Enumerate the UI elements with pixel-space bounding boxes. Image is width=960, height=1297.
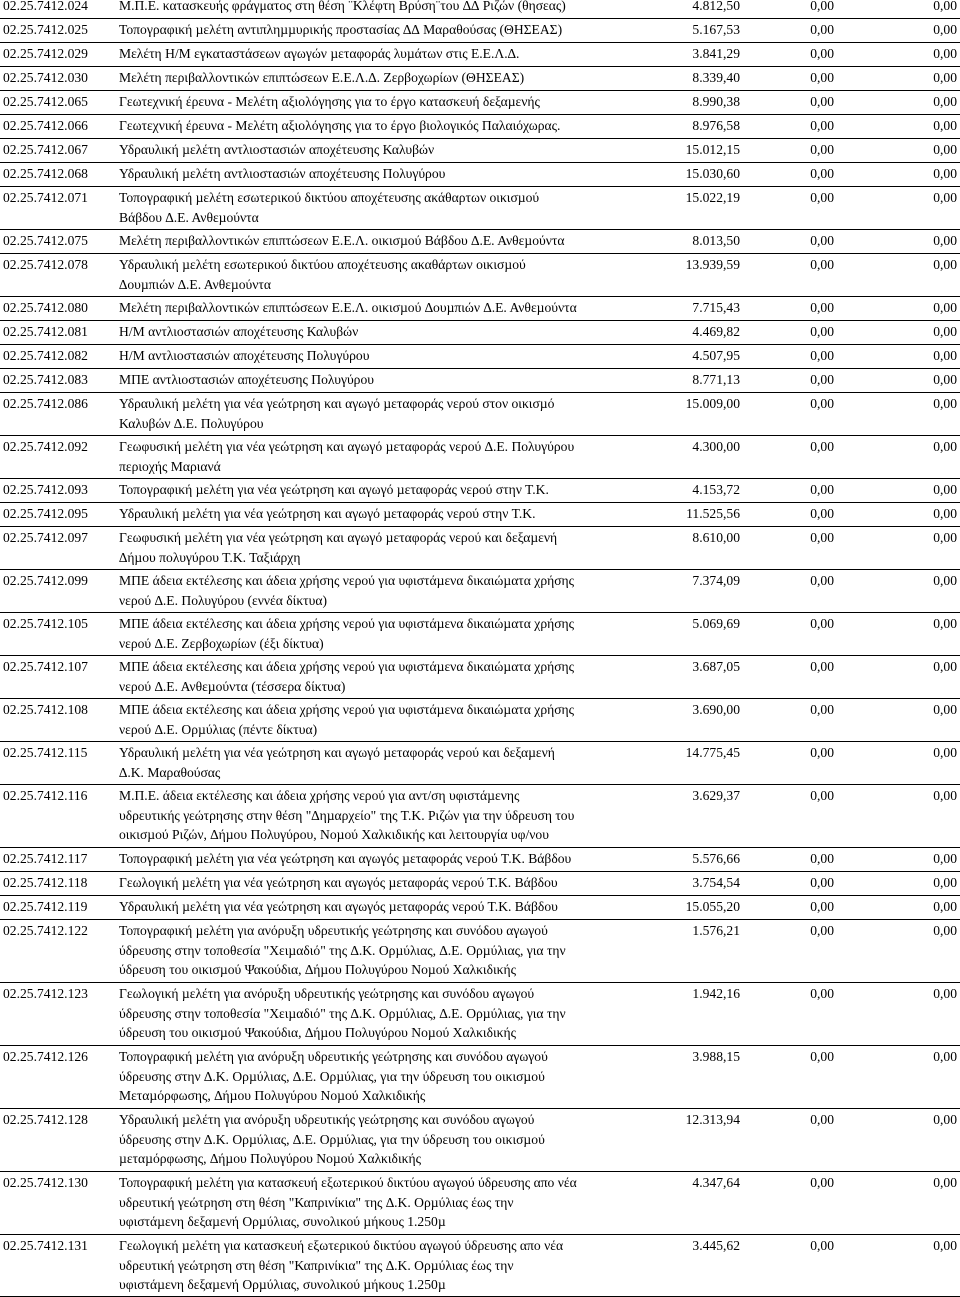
amount-value: 8.013,50 bbox=[692, 233, 740, 248]
description-line: ύδρευσης στην τοποθεσία "Χειµαδιό" της ∆.Κ. Ορµύλιας, ∆.Ε. Ορµύλιας, για την bbox=[119, 942, 566, 958]
amount-value: 8.990,38 bbox=[692, 94, 740, 109]
table-row bbox=[0, 741, 960, 784]
description-line: υφιστάµενη δεξαµενή Ορµύλιας, συνολικού µήκους 1.250µ bbox=[119, 1277, 446, 1293]
item-description bbox=[119, 255, 659, 294]
account-code: 02.25.7412.128 bbox=[3, 1112, 88, 1127]
description-line: Γεωτεχνική έρευνα - Μελέτη αξιολόγησης για το έργο βιολογικός Παλαιόχωρας. bbox=[119, 118, 561, 133]
account-code: 02.25.7412.065 bbox=[3, 94, 88, 109]
table-row bbox=[0, 229, 960, 253]
description-line: ∆.Κ. Μαραθούσας bbox=[119, 764, 221, 780]
description-line: Μελέτη περιβαλλοντικών επιπτώσεων Ε.Ε.Λ.∆. Ζερβοχωρίων (ΘΗΣΕΑΣ) bbox=[119, 70, 525, 85]
amount-value: 3.988,15 bbox=[692, 1049, 740, 1064]
value-column-3: 0,00 bbox=[933, 190, 957, 205]
value-column-2: 0,00 bbox=[810, 257, 834, 272]
description-line: Τοπογραφική µελέτη για νέα γεώτρηση και αγωγός µεταφοράς νερού Τ.Κ. Βάβδου bbox=[119, 851, 572, 866]
item-description bbox=[119, 1047, 659, 1106]
value-column-3: 0,00 bbox=[933, 439, 957, 454]
account-code: 02.25.7412.118 bbox=[3, 875, 88, 890]
description-line: υφιστάµενη δεξαµενή Ορµύλιας, συνολικού µήκους 1.250µ bbox=[119, 1214, 446, 1230]
amount-value: 3.629,37 bbox=[692, 788, 740, 803]
value-column-3: 0,00 bbox=[933, 745, 957, 760]
value-column-2: 0,00 bbox=[810, 1238, 834, 1253]
account-code: 02.25.7412.108 bbox=[3, 702, 88, 717]
account-code: 02.25.7412.082 bbox=[3, 348, 88, 363]
item-description bbox=[119, 984, 659, 1043]
description-line: Μελέτη περιβαλλοντικών επιπτώσεων Ε.Ε.Λ. οικισµού ∆ουµπιών ∆.Ε. Ανθεµούντα bbox=[119, 300, 577, 315]
item-description bbox=[119, 873, 659, 893]
value-column-3: 0,00 bbox=[933, 616, 957, 631]
item-description bbox=[119, 921, 659, 980]
item-description bbox=[119, 504, 659, 524]
account-code: 02.25.7412.131 bbox=[3, 1238, 88, 1253]
amount-value: 13.939,59 bbox=[685, 257, 740, 272]
item-description bbox=[119, 346, 659, 366]
table-row bbox=[0, 392, 960, 435]
description-line: Γεωλογική µελέτη για κατασκευή εξωτερικού δικτύου αγωγού ύδρευσης απο νέα bbox=[119, 1238, 564, 1253]
account-code: 02.25.7412.095 bbox=[3, 506, 88, 521]
amount-value: 7.715,43 bbox=[692, 300, 740, 315]
value-column-3: 0,00 bbox=[933, 875, 957, 890]
item-description bbox=[119, 700, 659, 739]
table-row bbox=[0, 478, 960, 502]
value-column-2: 0,00 bbox=[810, 1175, 834, 1190]
value-column-3: 0,00 bbox=[933, 1175, 957, 1190]
account-code: 02.25.7412.083 bbox=[3, 372, 88, 387]
value-column-2: 0,00 bbox=[810, 923, 834, 938]
description-line: Βάβδου ∆.Ε. Ανθεµούντα bbox=[119, 209, 259, 225]
table-row bbox=[0, 612, 960, 655]
table-row bbox=[0, 1108, 960, 1171]
account-code: 02.25.7412.071 bbox=[3, 190, 88, 205]
item-description bbox=[119, 897, 659, 917]
value-column-3: 0,00 bbox=[933, 702, 957, 717]
description-line: Μ.Π.Ε. κατασκευής φράγματος στη θέση ¨Κλέφτη Βρύση¨του ∆∆ Ριζών (θησεας) bbox=[119, 0, 566, 13]
table-row bbox=[0, 919, 960, 982]
account-code: 02.25.7412.086 bbox=[3, 396, 88, 411]
account-code: 02.25.7412.093 bbox=[3, 482, 88, 497]
value-column-2: 0,00 bbox=[810, 142, 834, 157]
value-column-3: 0,00 bbox=[933, 257, 957, 272]
amount-value: 1.942,16 bbox=[692, 986, 740, 1001]
account-code: 02.25.7412.030 bbox=[3, 70, 88, 85]
description-line: Μελέτη Η/Μ εγκαταστάσεων αγωγών µεταφοράς λυµάτων στις Ε.Ε.Λ.∆. bbox=[119, 46, 520, 61]
description-line: Τοπογραφική µελέτη για ανόρυξη υδρευτικής γεώτρησης και συνόδου αγωγού bbox=[119, 923, 548, 938]
value-column-3: 0,00 bbox=[933, 530, 957, 545]
amount-value: 12.313,94 bbox=[685, 1112, 740, 1127]
account-code: 02.25.7412.107 bbox=[3, 659, 88, 674]
value-column-2: 0,00 bbox=[810, 233, 834, 248]
table-row bbox=[0, 982, 960, 1045]
description-line: Καλυβών ∆.Ε. Πολυγύρου bbox=[119, 415, 264, 431]
table-row bbox=[0, 847, 960, 871]
account-code: 02.25.7412.116 bbox=[3, 788, 88, 803]
amount-value: 8.771,13 bbox=[692, 372, 740, 387]
value-column-2: 0,00 bbox=[810, 745, 834, 760]
value-column-3: 0,00 bbox=[933, 923, 957, 938]
table-row bbox=[0, 502, 960, 526]
account-code: 02.25.7412.123 bbox=[3, 986, 88, 1001]
description-line: ΜΠΕ άδεια εκτέλεσης και άδεια χρήσης νερού για υφιστάµενα δικαιώµατα χρήσης bbox=[119, 659, 575, 674]
description-line: ύδρευση του οικισµού Ψακούδια, ∆ήµου Πολυγύρου Νοµού Χαλκιδικής bbox=[119, 962, 516, 978]
value-column-2: 0,00 bbox=[810, 1049, 834, 1064]
description-line: Γεωφυσική µελέτη για νέα γεώτρηση και αγωγό µεταφοράς νερού και δεξαµενή bbox=[119, 530, 558, 545]
value-column-3: 0,00 bbox=[933, 1112, 957, 1127]
description-line: ∆ήµου πολυγύρου Τ.Κ. Ταξιάρχη bbox=[119, 549, 301, 565]
description-line: υδρευτική γεώτρηση στη θέση "Καπρινίκια" της ∆.Κ. Ορµύλιας έως την bbox=[119, 1257, 514, 1273]
description-line: µεταµόρφωσης, ∆ήµου Πολυγύρου Νοµού Χαλκιδικής bbox=[119, 1151, 421, 1167]
table-row bbox=[0, 871, 960, 895]
value-column-3: 0,00 bbox=[933, 1238, 957, 1253]
description-line: υδρευτικής γεώτρησης στην θέση "∆ηµαρχείο" της Τ.Κ. Ριζών για την ύδρευση του bbox=[119, 807, 575, 823]
account-code: 02.25.7412.029 bbox=[3, 46, 88, 61]
table-row bbox=[0, 368, 960, 392]
item-description bbox=[119, 394, 659, 433]
value-column-3: 0,00 bbox=[933, 166, 957, 181]
value-column-2: 0,00 bbox=[810, 851, 834, 866]
item-description bbox=[119, 298, 659, 318]
table-row bbox=[0, 1171, 960, 1234]
value-column-2: 0,00 bbox=[810, 22, 834, 37]
account-code: 02.25.7412.068 bbox=[3, 166, 88, 181]
amount-value: 5.167,53 bbox=[692, 22, 740, 37]
description-line: ΜΠΕ αντλιοστασιών αποχέτευσης Πολυγύρου bbox=[119, 372, 374, 387]
description-line: Γεωλογική µελέτη για νέα γεώτρηση και αγωγός µεταφοράς νερού Τ.Κ. Βάβδου bbox=[119, 875, 558, 890]
account-code: 02.25.7412.117 bbox=[3, 851, 88, 866]
item-description bbox=[119, 188, 659, 227]
value-column-3: 0,00 bbox=[933, 118, 957, 133]
value-column-3: 0,00 bbox=[933, 233, 957, 248]
description-line: Υδραυλική µελέτη για νέα γεώτρηση και αγωγό µεταφοράς νερού στην Τ.Κ. bbox=[119, 506, 536, 521]
amount-value: 11.525,56 bbox=[686, 506, 740, 521]
description-line: Υδραυλική µελέτη για νέα γεώτρηση και αγωγός µεταφοράς νερού Τ.Κ. Βάβδου bbox=[119, 899, 558, 914]
amount-value: 8.339,40 bbox=[692, 70, 740, 85]
description-line: υδρευτική γεώτρηση στη θέση "Καπρινίκια" της ∆.Κ. Ορµύλιας έως την bbox=[119, 1194, 514, 1210]
description-line: νερού ∆.Ε. Ανθεµούντα (τέσσερα δίκτυα) bbox=[119, 678, 346, 694]
table-row bbox=[0, 66, 960, 90]
amount-value: 3.445,62 bbox=[692, 1238, 740, 1253]
table-row bbox=[0, 569, 960, 612]
description-line: Γεωφυσική µελέτη για νέα γεώτρηση και αγωγό µεταφοράς νερού ∆.Ε. Πολυγύρου bbox=[119, 439, 575, 454]
item-description bbox=[119, 1110, 659, 1169]
value-column-2: 0,00 bbox=[810, 166, 834, 181]
description-line: Γεωτεχνική έρευνα - Μελέτη αξιολόγησης για το έργο κατασκευή δεξαµενής bbox=[119, 94, 540, 109]
item-description bbox=[119, 0, 659, 16]
account-code: 02.25.7412.075 bbox=[3, 233, 88, 248]
amount-value: 4.347,64 bbox=[692, 1175, 740, 1190]
item-description bbox=[119, 20, 659, 40]
table-row bbox=[0, 435, 960, 478]
value-column-3: 0,00 bbox=[933, 324, 957, 339]
description-line: ύδρευσης στην τοποθεσία "Χειµαδιό" της ∆.Κ. Ορµύλιας, ∆.Ε. Ορµύλιας, για την bbox=[119, 1005, 566, 1021]
item-description bbox=[119, 231, 659, 251]
item-description bbox=[119, 322, 659, 342]
table-row bbox=[0, 784, 960, 847]
amount-value: 3.687,05 bbox=[692, 659, 740, 674]
value-column-2: 0,00 bbox=[810, 396, 834, 411]
value-column-3: 0,00 bbox=[933, 0, 957, 13]
description-line: ΜΠΕ άδεια εκτέλεσης και άδεια χρήσης νερού για υφιστάµενα δικαιώµατα χρήσης bbox=[119, 702, 575, 717]
account-code: 02.25.7412.115 bbox=[3, 745, 88, 760]
item-description bbox=[119, 68, 659, 88]
value-column-2: 0,00 bbox=[810, 348, 834, 363]
value-column-3: 0,00 bbox=[933, 986, 957, 1001]
account-code: 02.25.7412.080 bbox=[3, 300, 88, 315]
value-column-2: 0,00 bbox=[810, 506, 834, 521]
value-column-2: 0,00 bbox=[810, 573, 834, 588]
value-column-3: 0,00 bbox=[933, 1049, 957, 1064]
table-row bbox=[0, 0, 960, 18]
amount-value: 15.009,00 bbox=[685, 396, 740, 411]
description-line: Υδραυλική µελέτη εσωτερικού δικτύου αποχέτευσης ακαθάρτων οικισµού bbox=[119, 257, 526, 272]
value-column-3: 0,00 bbox=[933, 573, 957, 588]
account-code: 02.25.7412.024 bbox=[3, 0, 88, 13]
table-row bbox=[0, 253, 960, 296]
description-line: ύδρευσης στην ∆.Κ. Ορµύλιας, ∆.Ε. Ορµύλιας, για την ύδρευση του οικισµού bbox=[119, 1131, 545, 1147]
value-column-3: 0,00 bbox=[933, 348, 957, 363]
amount-value: 15.030,60 bbox=[685, 166, 740, 181]
value-column-2: 0,00 bbox=[810, 118, 834, 133]
item-description bbox=[119, 849, 659, 869]
item-description bbox=[119, 480, 659, 500]
amount-value: 15.012,15 bbox=[685, 142, 740, 157]
table-row bbox=[0, 114, 960, 138]
value-column-3: 0,00 bbox=[933, 300, 957, 315]
description-line: Τοπογραφική µελέτη για ανόρυξη υδρευτικής γεώτρησης και συνόδου αγωγού bbox=[119, 1049, 548, 1064]
table-row bbox=[0, 42, 960, 66]
amount-value: 5.576,66 bbox=[692, 851, 740, 866]
account-code: 02.25.7412.122 bbox=[3, 923, 88, 938]
table-row bbox=[0, 296, 960, 320]
account-code: 02.25.7412.078 bbox=[3, 257, 88, 272]
account-code: 02.25.7412.126 bbox=[3, 1049, 88, 1064]
amount-value: 1.576,21 bbox=[692, 923, 740, 938]
description-line: νερού ∆.Ε. Πολυγύρου (εννέα δίκτυα) bbox=[119, 592, 328, 608]
value-column-3: 0,00 bbox=[933, 94, 957, 109]
value-column-3: 0,00 bbox=[933, 899, 957, 914]
value-column-2: 0,00 bbox=[810, 659, 834, 674]
value-column-3: 0,00 bbox=[933, 372, 957, 387]
amount-value: 3.841,29 bbox=[692, 46, 740, 61]
item-description bbox=[119, 44, 659, 64]
description-line: Τοπογραφική µελέτη αντιπληµµυρικής προστασίας ∆∆ Μαραθούσας (ΘΗΣΕΑΣ) bbox=[119, 22, 563, 37]
amount-value: 4.812,50 bbox=[692, 0, 740, 13]
account-code: 02.25.7412.119 bbox=[3, 899, 88, 914]
value-column-3: 0,00 bbox=[933, 46, 957, 61]
description-line: Υδραυλική µελέτη για νέα γεώτρηση και αγωγό µεταφοράς νερού στον οικισµό bbox=[119, 396, 555, 411]
description-line: ύδρευσης στην ∆.Κ. Ορµύλιας, ∆.Ε. Ορµύλιας, για την ύδρευση του οικισµού bbox=[119, 1068, 545, 1084]
value-column-2: 0,00 bbox=[810, 372, 834, 387]
value-column-3: 0,00 bbox=[933, 482, 957, 497]
item-description bbox=[119, 140, 659, 160]
description-line: ΜΠΕ άδεια εκτέλεσης και άδεια χρήσης νερού για υφιστάµενα δικαιώµατα χρήσης bbox=[119, 573, 575, 588]
description-line: Τοπογραφική µελέτη για κατασκευή εξωτερικού δικτύου αγωγού ύδρευσης απο νέα bbox=[119, 1175, 577, 1190]
item-description bbox=[119, 657, 659, 696]
account-code: 02.25.7412.099 bbox=[3, 573, 88, 588]
account-code: 02.25.7412.097 bbox=[3, 530, 88, 545]
value-column-2: 0,00 bbox=[810, 702, 834, 717]
item-description bbox=[119, 786, 659, 845]
table-row bbox=[0, 320, 960, 344]
value-column-2: 0,00 bbox=[810, 46, 834, 61]
amount-value: 14.775,45 bbox=[685, 745, 740, 760]
description-line: Υδραυλική µελέτη για νέα γεώτρηση και αγωγό µεταφοράς νερού και δεξαµενή bbox=[119, 745, 555, 760]
description-line: Υδραυλική µελέτη αντλιοστασιών αποχέτευσης Πολυγύρου bbox=[119, 166, 446, 181]
table-row bbox=[0, 90, 960, 114]
value-column-2: 0,00 bbox=[810, 899, 834, 914]
amount-value: 15.055,20 bbox=[685, 899, 740, 914]
value-column-2: 0,00 bbox=[810, 190, 834, 205]
value-column-2: 0,00 bbox=[810, 94, 834, 109]
account-code: 02.25.7412.092 bbox=[3, 439, 88, 454]
description-line: περιοχής Μαριανά bbox=[119, 458, 221, 474]
amount-value: 3.690,00 bbox=[692, 702, 740, 717]
description-line: Η/Μ αντλιοστασιών αποχέτευσης Καλυβών bbox=[119, 324, 359, 339]
amount-value: 7.374,09 bbox=[692, 573, 740, 588]
value-column-3: 0,00 bbox=[933, 659, 957, 674]
description-line: Τοπογραφική µελέτη για νέα γεώτρηση και αγωγό µεταφοράς νερού στην Τ.Κ. bbox=[119, 482, 549, 497]
value-column-2: 0,00 bbox=[810, 616, 834, 631]
table-row bbox=[0, 18, 960, 42]
item-description bbox=[119, 571, 659, 610]
description-line: Υδραυλική µελέτη αντλιοστασιών αποχέτευσης Καλυβών bbox=[119, 142, 435, 157]
value-column-2: 0,00 bbox=[810, 1112, 834, 1127]
item-description bbox=[119, 116, 659, 136]
account-code: 02.25.7412.105 bbox=[3, 616, 88, 631]
amount-value: 4.507,95 bbox=[692, 348, 740, 363]
table-row bbox=[0, 698, 960, 741]
value-column-2: 0,00 bbox=[810, 530, 834, 545]
account-code: 02.25.7412.067 bbox=[3, 142, 88, 157]
table-row bbox=[0, 138, 960, 162]
account-code: 02.25.7412.066 bbox=[3, 118, 88, 133]
table-row bbox=[0, 162, 960, 186]
table-row bbox=[0, 655, 960, 698]
item-description bbox=[119, 370, 659, 390]
account-code: 02.25.7412.130 bbox=[3, 1175, 88, 1190]
item-description bbox=[119, 614, 659, 653]
table-row bbox=[0, 895, 960, 919]
item-description bbox=[119, 743, 659, 782]
description-line: ∆ουµπιών ∆.Ε. Ανθεµούντα bbox=[119, 276, 272, 292]
item-description bbox=[119, 1236, 659, 1295]
description-line: Η/Μ αντλιοστασιών αποχέτευσης Πολυγύρου bbox=[119, 348, 370, 363]
value-column-3: 0,00 bbox=[933, 396, 957, 411]
description-line: Τοπογραφική µελέτη εσωτερικού δικτύου αποχέτευσης ακάθαρτων οικισµού bbox=[119, 190, 540, 205]
amount-value: 8.976,58 bbox=[692, 118, 740, 133]
value-column-3: 0,00 bbox=[933, 851, 957, 866]
value-column-2: 0,00 bbox=[810, 986, 834, 1001]
amount-value: 8.610,00 bbox=[692, 530, 740, 545]
table-row bbox=[0, 1045, 960, 1108]
value-column-2: 0,00 bbox=[810, 482, 834, 497]
value-column-2: 0,00 bbox=[810, 875, 834, 890]
amount-value: 4.300,00 bbox=[692, 439, 740, 454]
value-column-2: 0,00 bbox=[810, 300, 834, 315]
account-code: 02.25.7412.081 bbox=[3, 324, 88, 339]
table-row bbox=[0, 186, 960, 229]
value-column-3: 0,00 bbox=[933, 22, 957, 37]
value-column-2: 0,00 bbox=[810, 324, 834, 339]
amount-value: 5.069,69 bbox=[692, 616, 740, 631]
amount-value: 4.469,82 bbox=[692, 324, 740, 339]
description-line: Υδραυλική µελέτη για ανόρυξη υδρευτικής γεώτρησης και συνόδου αγωγού bbox=[119, 1112, 535, 1127]
table-row bbox=[0, 344, 960, 368]
table-row bbox=[0, 526, 960, 569]
item-description bbox=[119, 92, 659, 112]
description-line: ύδρευση του οικισµού Ψακούδια, ∆ήµου Πολυγύρου Νοµού Χαλκιδικής bbox=[119, 1025, 516, 1041]
account-code: 02.25.7412.025 bbox=[3, 22, 88, 37]
value-column-3: 0,00 bbox=[933, 142, 957, 157]
description-line: νερού ∆.Ε. Ζερβοχωρίων (έξι δίκτυα) bbox=[119, 635, 324, 651]
description-line: ΜΠΕ άδεια εκτέλεσης και άδεια χρήσης νερού για υφιστάµενα δικαιώµατα χρήσης bbox=[119, 616, 575, 631]
value-column-3: 0,00 bbox=[933, 506, 957, 521]
item-description bbox=[119, 164, 659, 184]
value-column-2: 0,00 bbox=[810, 439, 834, 454]
description-line: Μ.Π.Ε. άδεια εκτέλεσης και άδεια χρήσης νερού για αντ/ση υφιστάµενης bbox=[119, 788, 520, 803]
amount-value: 3.754,54 bbox=[692, 875, 740, 890]
amount-value: 4.153,72 bbox=[692, 482, 740, 497]
value-column-2: 0,00 bbox=[810, 70, 834, 85]
description-line: νερού ∆.Ε. Ορµύλιας (πέντε δίκτυα) bbox=[119, 721, 318, 737]
value-column-3: 0,00 bbox=[933, 70, 957, 85]
description-line: Μελέτη περιβαλλοντικών επιπτώσεων Ε.Ε.Λ. οικισµού Βάβδου ∆.Ε. Ανθεµούντα bbox=[119, 233, 565, 248]
item-description bbox=[119, 528, 659, 567]
amount-value: 15.022,19 bbox=[685, 190, 740, 205]
value-column-2: 0,00 bbox=[810, 0, 834, 13]
table-row bbox=[0, 1234, 960, 1297]
value-column-2: 0,00 bbox=[810, 788, 834, 803]
item-description bbox=[119, 437, 659, 476]
description-line: οικισµού Ριζών, ∆ήµου Πολυγύρου, Νοµού Χαλκιδικής και λειτουργία υφ/νου bbox=[119, 827, 549, 843]
description-line: Γεωλογική µελέτη για ανόρυξη υδρευτικής γεώτρησης και συνόδου αγωγού bbox=[119, 986, 535, 1001]
value-column-3: 0,00 bbox=[933, 788, 957, 803]
description-line: Μεταµόρφωσης, ∆ήµου Πολυγύρου Νοµού Χαλκιδικής bbox=[119, 1088, 426, 1104]
item-description bbox=[119, 1173, 659, 1232]
